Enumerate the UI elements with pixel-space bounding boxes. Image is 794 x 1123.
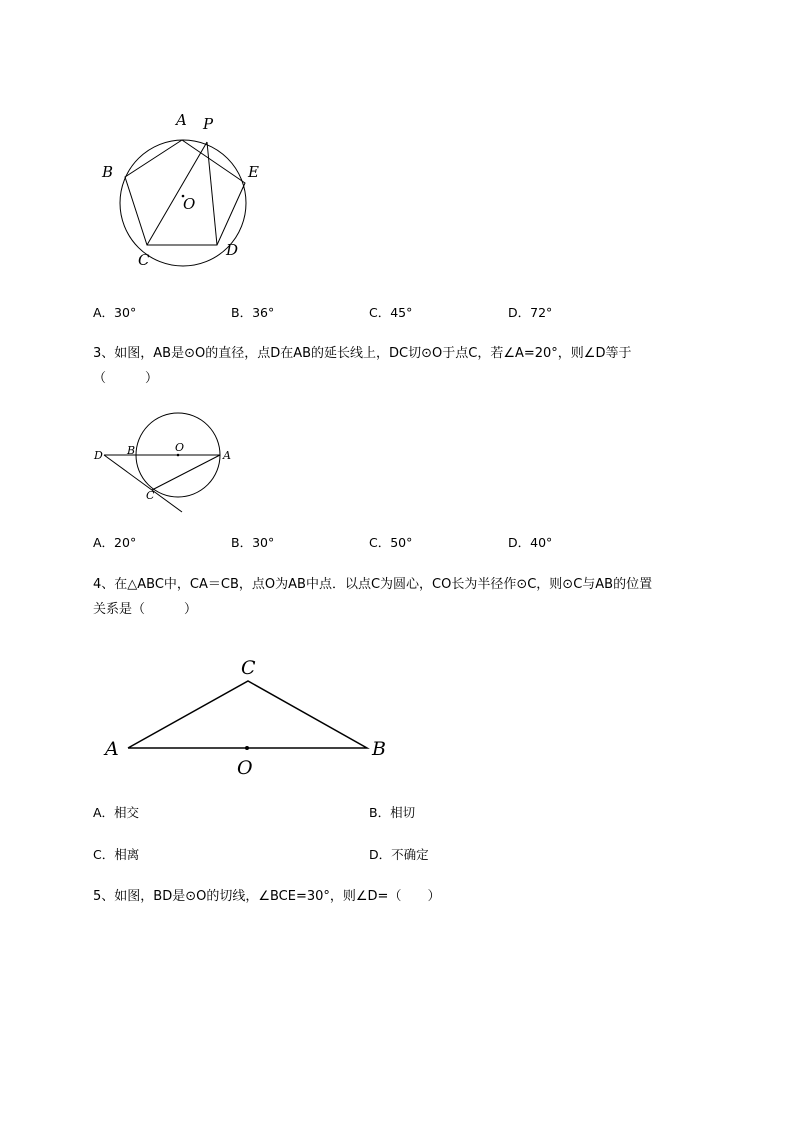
q4-label-b: B: [372, 738, 386, 760]
q4-stem: 4、在△ABC中，CA＝CB，点O为AB中点．以点C为圆心，CO长为半径作⊙C，则⊙C与AB的位置: [93, 577, 653, 592]
q3-option-d[interactable]: D．40°: [508, 535, 553, 550]
q3-figure: [90, 405, 240, 517]
q2-label-c: C: [138, 251, 150, 269]
q2-option-c[interactable]: C．45°: [369, 305, 413, 320]
q3-center-dot: [177, 454, 180, 457]
q3-label-c: C: [146, 489, 155, 502]
q2-option-a[interactable]: A．30°: [93, 305, 137, 320]
q2-label-b: B: [102, 163, 114, 181]
q2-chord-pd: [207, 142, 217, 245]
q3-answer-blank: （ ）: [93, 371, 159, 386]
q4-option-a[interactable]: A．相交: [93, 805, 140, 820]
q2-label-o: O: [183, 195, 196, 213]
q3-label-b: B: [127, 444, 136, 457]
q4-label-o: O: [237, 757, 253, 779]
q3-label-d: D: [94, 449, 103, 462]
q2-label-d: D: [226, 241, 239, 259]
q3-chord-ac: [152, 455, 220, 490]
q2-option-b[interactable]: B．36°: [231, 305, 275, 320]
q2-figure: [95, 105, 275, 280]
q4-option-c[interactable]: C．相离: [93, 847, 140, 862]
q3-stem: 3、如图，AB是⊙O的直径，点D在AB的延长线上，DC切⊙O于点C，若∠A=20°，则∠D等于: [93, 346, 632, 361]
q3-option-a[interactable]: A．20°: [93, 535, 137, 550]
q4-label-a: A: [105, 738, 119, 760]
q2-label-a: A: [176, 111, 187, 129]
q4-figure: [100, 650, 400, 780]
q4-triangle: [128, 681, 367, 748]
q4-stem-continued: 关系是（ ）: [93, 602, 198, 617]
q3-option-c[interactable]: C．50°: [369, 535, 413, 550]
q2-option-d[interactable]: D．72°: [508, 305, 553, 320]
q3-label-o: O: [175, 441, 185, 454]
q4-option-d[interactable]: D．不确定: [369, 847, 429, 862]
q2-pentagon: [125, 140, 245, 245]
q3-tangent-line: [104, 455, 182, 512]
q4-label-c: C: [241, 657, 256, 679]
q4-midpoint-dot: [245, 746, 249, 750]
q5-stem: 5、如图，BD是⊙O的切线，∠BCE=30°，则∠D=（ ）: [93, 889, 441, 904]
q3-label-a: A: [223, 449, 231, 462]
q3-option-b[interactable]: B．30°: [231, 535, 275, 550]
q2-label-e: E: [248, 163, 259, 181]
q4-option-b[interactable]: B．相切: [369, 805, 416, 820]
q2-label-p: P: [203, 115, 214, 133]
